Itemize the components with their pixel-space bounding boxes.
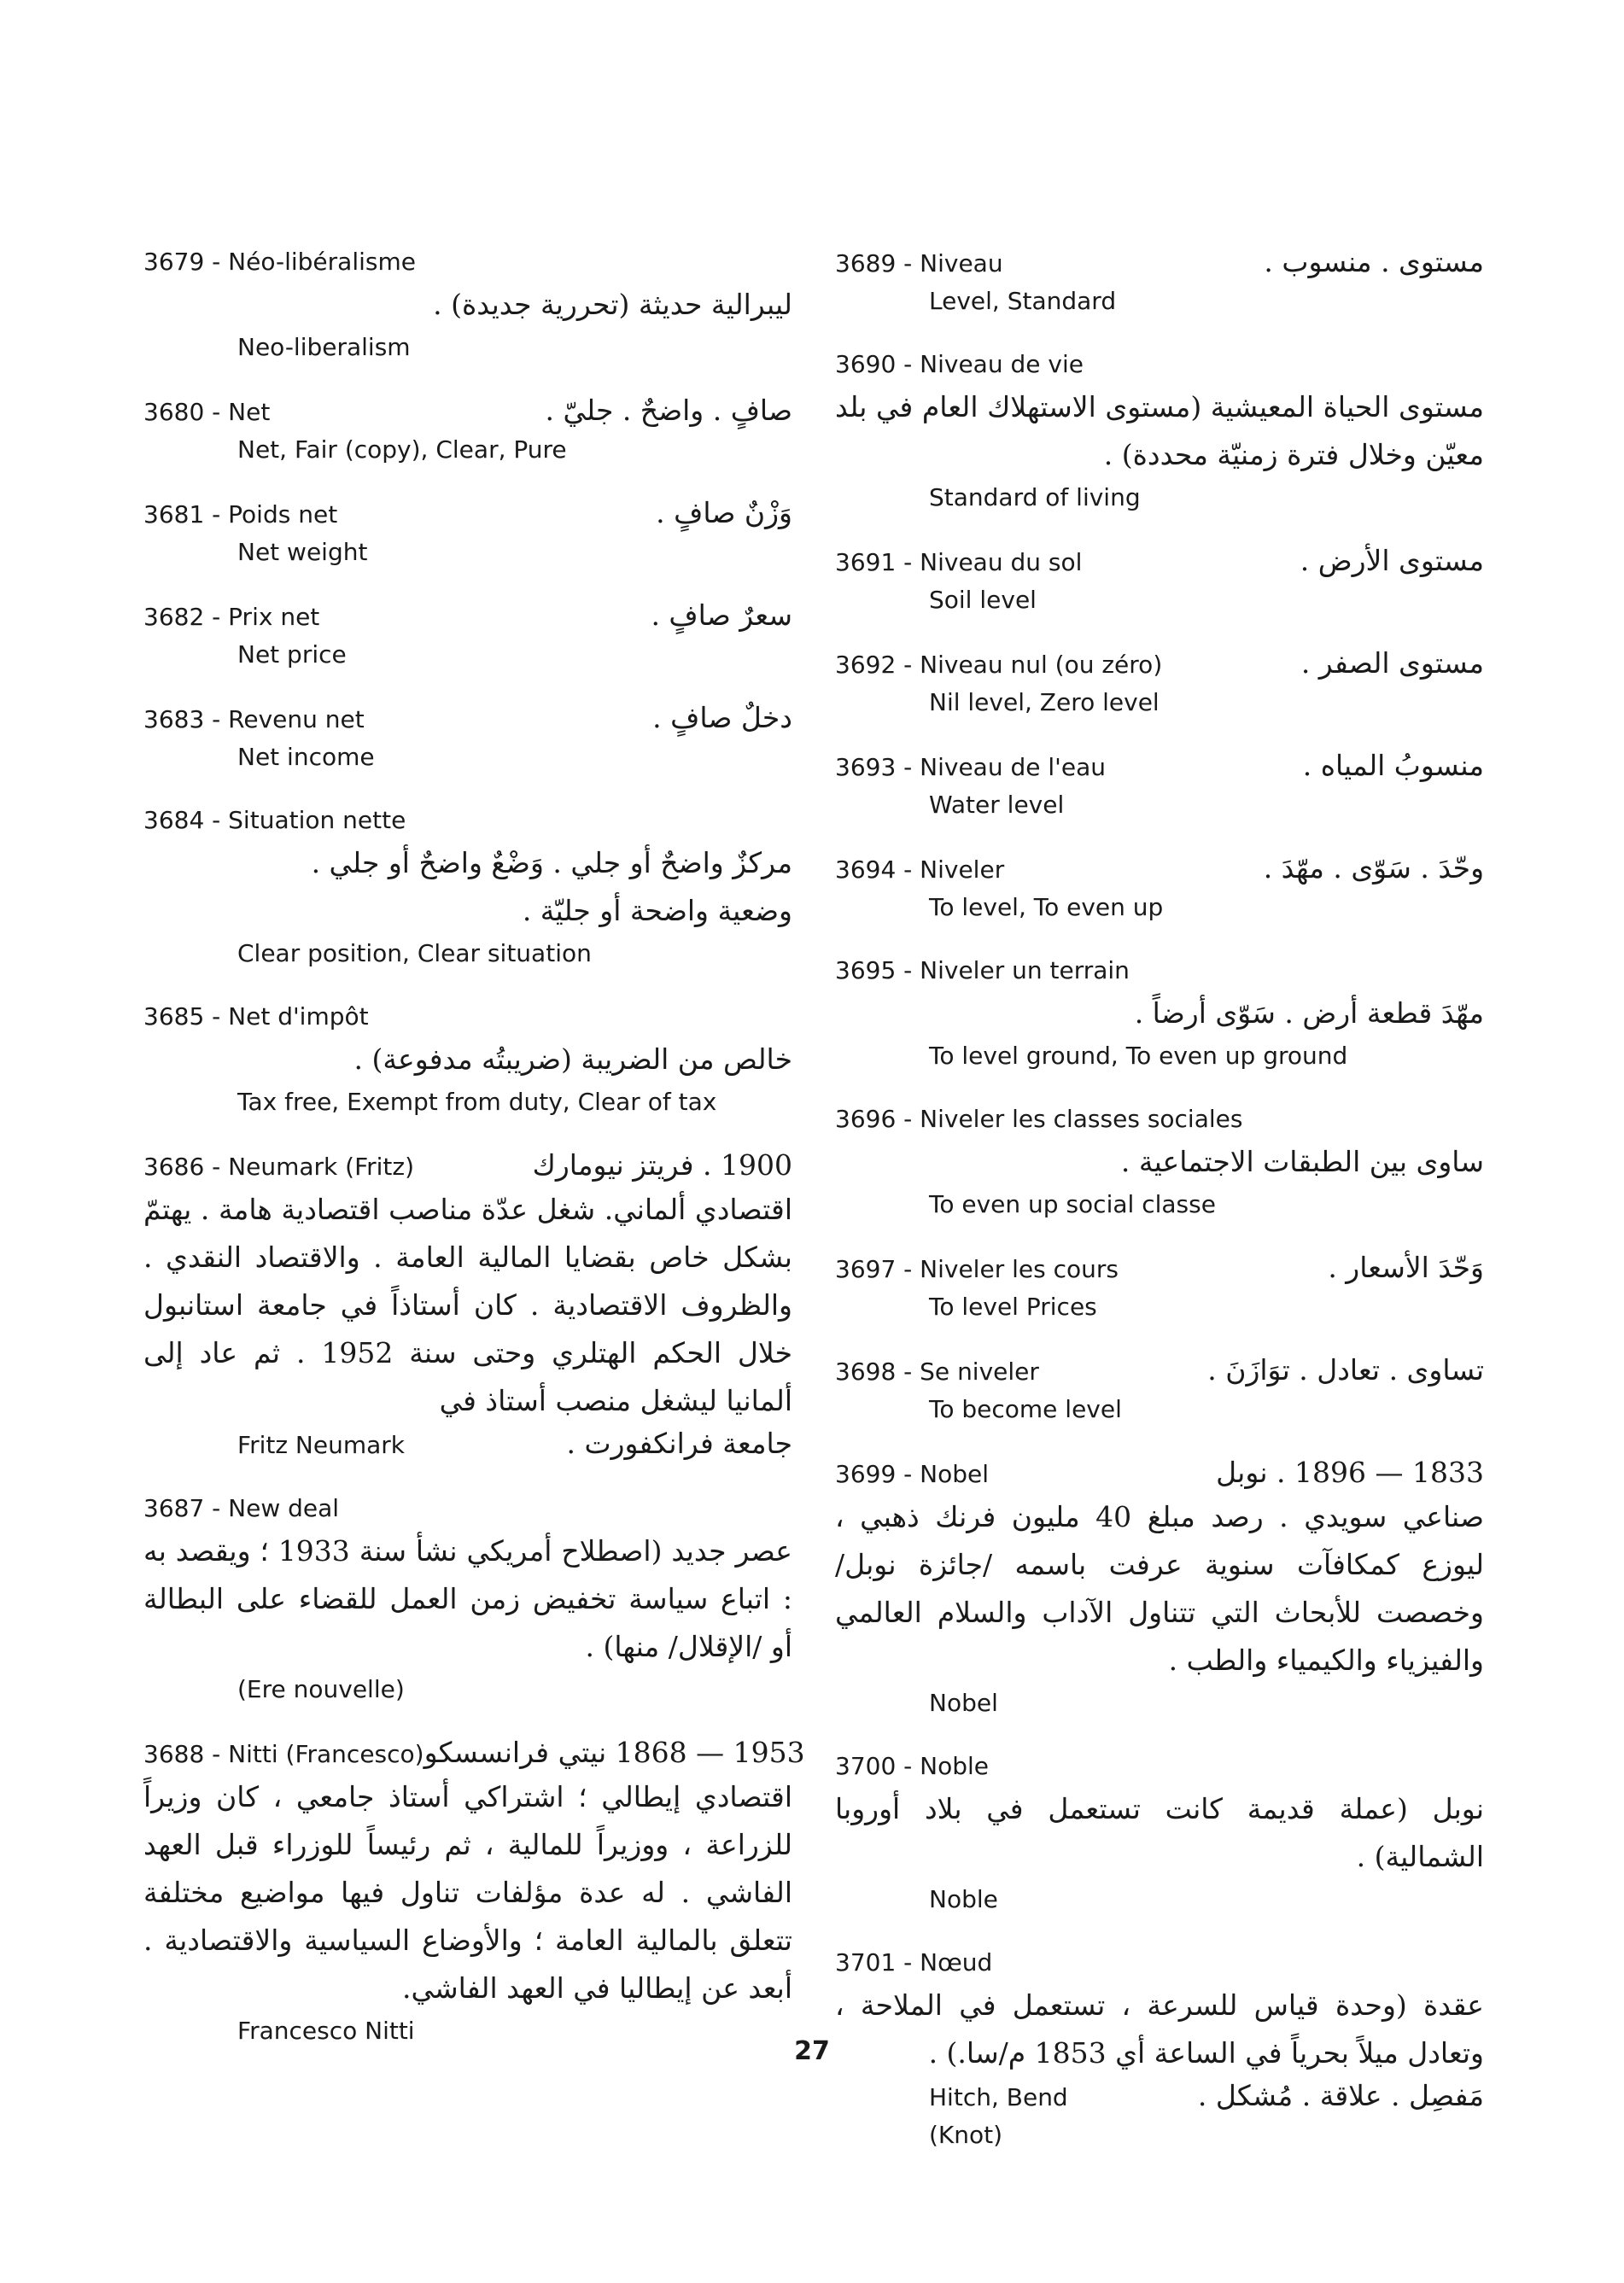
entry-english: Standard of living xyxy=(929,483,1141,511)
entry-arabic: مستوى الصفر . xyxy=(1300,646,1484,680)
entry-3683 xyxy=(143,699,792,776)
entry-english: Fritz Neumark xyxy=(237,1431,406,1459)
entry-headword: 3680 - Net xyxy=(143,398,271,426)
entry-3685 xyxy=(143,998,792,1121)
entry-headword: 3681 - Poids net xyxy=(143,500,338,528)
entry-arabic: وحّدَ . سَوّى . مهّدَ . xyxy=(1263,851,1484,885)
entry-3689 xyxy=(835,243,1484,320)
entry-3695 xyxy=(835,952,1484,1075)
entry-headword: 3682 - Prix net xyxy=(143,603,320,631)
entry-english: To level Prices xyxy=(929,1293,1097,1321)
entry-arabic: تساوى . تعادل . توَازَنَ . xyxy=(1207,1353,1484,1387)
entry-3688 xyxy=(143,1734,805,2050)
entry-arabic: صافٍ . واضحٌ . جليّ . xyxy=(545,394,792,427)
entry-arabic-name: 1900 . فريتز نيومارك xyxy=(532,1148,792,1182)
entry-headword: 3687 - New deal xyxy=(143,1494,340,1522)
entry-arabic: دخلٌ صافٍ . xyxy=(652,701,792,734)
right-column xyxy=(835,243,1484,2180)
entry-headword: 3679 - Néo-libéralisme xyxy=(143,248,416,276)
entry-english: Tax free, Exempt from duty, Clear of tax xyxy=(237,1088,717,1116)
entry-english-note: (Knot) xyxy=(929,2121,1003,2149)
entry-3698 xyxy=(835,1352,1484,1428)
entry-headword: 3684 - Situation nette xyxy=(143,806,406,834)
entry-3690 xyxy=(835,346,1484,517)
entry-3686 xyxy=(143,1147,792,1464)
entry-3699 xyxy=(835,1454,1484,1722)
entry-headword: 3695 - Niveler un terrain xyxy=(835,956,1130,984)
entry-arabic: اقتصادي إيطالي ؛ اشتراكي أستاذ جامعي ، كان وزيراً للزراعة ، ووزيراً للمالية ، ثم رئيساً للوزراء قبل العهد الفاشي . له عدة مؤلفات تناول فيها مواضيع مختلفة تتعلق بالمالية العامة ؛ والأوضاع السياسية والاقتصادية . أبعد عن إيطاليا في العهد الفاشي. xyxy=(143,1780,792,2005)
entry-english: (Ere nouvelle) xyxy=(237,1675,405,1703)
entry-english: Clear position, Clear situation xyxy=(237,939,592,967)
entry-arabic: صناعي سويدي . رصد مبلغ 40 مليون فرنك ذهبي ، ليوزع كمكافآت سنوية عرفت باسمه /جائزة نوبل/ وخصصت للأبحاث التي تتناول الآداب والسلام العالمي والفيزياء والكيمياء والطب . xyxy=(835,1500,1484,1677)
entry-3680 xyxy=(143,392,792,469)
entry-headword: 3690 - Niveau de vie xyxy=(835,350,1084,378)
entry-arabic: ليبرالية حديثة (تحررية جديدة) . xyxy=(433,288,792,321)
entry-arabic: نوبل (عملة قديمة كانت تستعمل في بلاد أوروبا الشمالية) . xyxy=(835,1792,1484,1873)
entry-headword: 3692 - Niveau nul (ou zéro) xyxy=(835,651,1163,679)
entry-arabic-end: مَفصِل . علاقة . مُشكل . xyxy=(1197,2079,1484,2112)
entry-arabic: ساوى بين الطبقات الاجتماعية . xyxy=(1120,1145,1484,1178)
entry-english: Nil level, Zero level xyxy=(929,688,1160,716)
entry-arabic-end: جامعة فرانكفورت . xyxy=(566,1427,792,1460)
entry-3697 xyxy=(835,1249,1484,1326)
entry-english: Net price xyxy=(237,640,347,669)
entry-english: Water level xyxy=(929,791,1065,819)
entry-english: Hitch, Bend xyxy=(929,2083,1068,2111)
entry-3687 xyxy=(143,1490,792,1708)
entry-arabic: منسوبُ المياه . xyxy=(1302,749,1484,782)
entry-english: Net weight xyxy=(237,538,368,566)
entry-3696 xyxy=(835,1101,1484,1223)
entry-3700 xyxy=(835,1748,1484,1918)
entry-headword: 3686 - Neumark (Fritz) xyxy=(143,1153,415,1181)
entry-headword: 3696 - Niveler les classes sociales xyxy=(835,1105,1243,1133)
entry-3692 xyxy=(835,645,1484,721)
entry-headword: 3697 - Niveler les cours xyxy=(835,1255,1119,1283)
entry-arabic: وَزْنٌ صافٍ . xyxy=(656,496,792,529)
entry-headword: 3693 - Niveau de l'eau xyxy=(835,753,1106,781)
entry-arabic: عقدة (وحدة قياس للسرعة ، تستعمل في الملاحة ، وتعادل ميلاً بحرياً في الساعة أي 1853 م/سا.) . xyxy=(835,1988,1484,2070)
entry-english: Nobel xyxy=(929,1689,998,1717)
entry-3679 xyxy=(143,243,792,366)
entry-headword: 3694 - Niveler xyxy=(835,855,1005,884)
entry-arabic: وَحّدَ الأسعار . xyxy=(1328,1251,1484,1284)
entry-3694 xyxy=(835,850,1484,926)
entry-3684 xyxy=(143,802,792,972)
entry-english: Soil level xyxy=(929,586,1037,614)
entry-headword: 3688 - Nitti (Francesco) xyxy=(143,1740,424,1768)
entry-headword: 3685 - Net d'impôt xyxy=(143,1002,369,1031)
left-column xyxy=(143,243,805,2076)
entry-arabic: سعرٌ صافٍ . xyxy=(651,598,792,632)
entry-3691 xyxy=(835,542,1484,619)
entry-english: To level ground, To even up ground xyxy=(929,1042,1348,1070)
entry-3693 xyxy=(835,747,1484,824)
page-number: 27 xyxy=(794,2036,830,2066)
entry-3681 xyxy=(143,494,792,571)
entry-arabic: عصر جديد (اصطلاح أمريكي نشأ سنة 1933 ؛ ويقصد به : اتباع سياسة تخفيض زمن العمل للقضاء على البطالة أو /الإقلال/ منها) . xyxy=(143,1534,792,1663)
entry-arabic: خالص من الضريبة (ضريبتُه مدفوعة) . xyxy=(353,1042,792,1076)
entry-3682 xyxy=(143,597,792,674)
entry-english: Francesco Nitti xyxy=(237,2017,415,2045)
entry-english: Neo-liberalism xyxy=(237,333,411,361)
entry-headword: 3683 - Revenu net xyxy=(143,705,365,733)
entry-arabic: مهّدَ قطعة أرض . سَوّى أرضاً . xyxy=(1134,996,1484,1030)
entry-english: To level, To even up xyxy=(929,893,1164,921)
entry-arabic: مركزٌ واضحٌ أو جلي . وَضْعٌ واضحٌ أو جلي . xyxy=(311,846,792,879)
entry-headword: 3699 - Nobel xyxy=(835,1460,990,1488)
entry-english: To become level xyxy=(929,1395,1122,1423)
entry-english: Net, Fair (copy), Clear, Pure xyxy=(237,435,567,464)
entry-arabic: مستوى . منسوب . xyxy=(1264,245,1484,278)
entry-arabic: مستوى الحياة المعيشية (مستوى الاستهلاك العام في بلد معيّن وخلال فترة زمنيّة محددة) . xyxy=(835,390,1484,471)
entry-arabic: مستوى الأرض . xyxy=(1300,544,1484,577)
entry-english: Net income xyxy=(237,743,375,771)
entry-headword: 3698 - Se niveler xyxy=(835,1358,1039,1386)
entry-english: Level, Standard xyxy=(929,287,1117,315)
entry-arabic-name: 1953 — 1868 نيتي فرانسسكو xyxy=(424,1736,805,1769)
entry-arabic: اقتصادي ألماني. شغل عدّة مناصب اقتصادية هامة . يهتمّ بشكل خاص بقضايا المالية العامة . والاقتصاد النقدي . والظروف الاقتصادية . كان أستاذاً في جامعة استانبول خلال الحكم الهتلري وحتى سنة 1952 . ثم عاد إلى ألمانيا ليشغل منصب أستاذ في xyxy=(143,1193,793,1417)
entry-headword: 3700 - Noble xyxy=(835,1752,990,1780)
entry-headword: 3689 - Niveau xyxy=(835,249,1003,277)
entry-headword: 3701 - Nœud xyxy=(835,1948,993,1976)
entry-english: Noble xyxy=(929,1885,998,1913)
entry-arabic-name: 1833 — 1896 . نوبل xyxy=(1216,1456,1484,1489)
entry-arabic-continued: وضعية واضحة أو جليّة . xyxy=(522,894,792,927)
entry-english: To even up social classe xyxy=(929,1190,1216,1218)
entry-headword: 3691 - Niveau du sol xyxy=(835,548,1083,576)
